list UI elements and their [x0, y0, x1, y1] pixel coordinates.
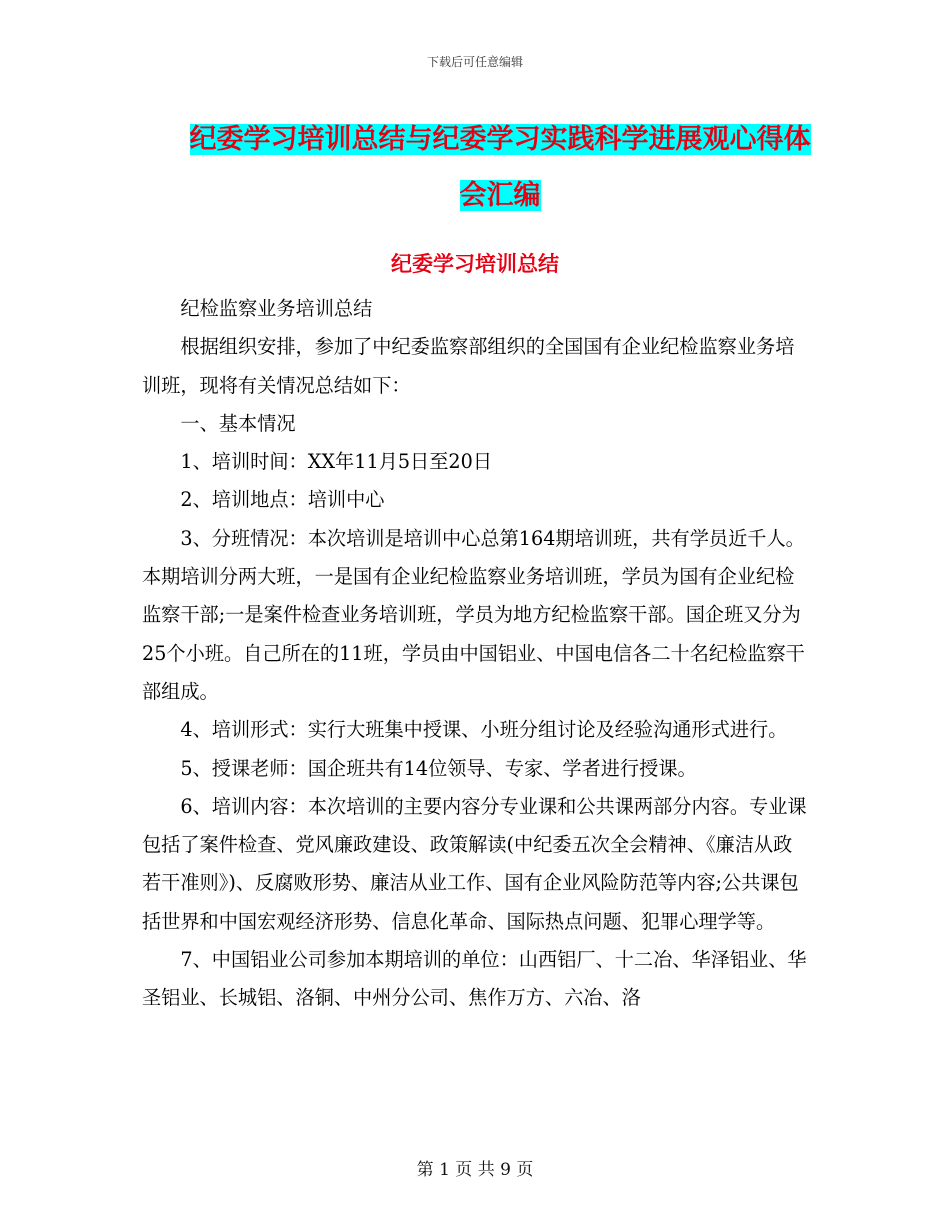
document-title — [150, 112, 850, 224]
paragraph: 6、培训内容：本次培训的主要内容分专业课和公共课两部分内容。专业课包括了案件检查、党风廉政建设、政策解读(中纪委五次全会精神、《廉洁从政若干准则》)、反腐败形势、廉洁从业工作、国有企业风险防范等内容;公共课包括世界和中国宏观经济形势、信息化革命、国际热点问题、犯罪心理学等。 — [142, 794, 807, 933]
paragraph: 3、分班情况：本次培训是培训中心总第164期培训班，共有学员近千人。本期培训分两大班，一是国有企业纪检监察业务培训班，学员为国有企业纪检监察干部;一是案件检查业务培训班，学员为地方纪检监察干部。国企班又分为25个小班。自己所在的11班，学员由中国铝业、中国电信各二十名纪检监察干部组成。 — [142, 526, 805, 703]
paragraph: 5、授课老师：国企班共有14位领导、专家、学者进行授课。 — [180, 756, 697, 780]
paragraph: 2、培训地点：培训中心 — [180, 488, 385, 512]
page-footer: 第 1 页 共 9 页 — [416, 1160, 534, 1180]
section-title: 纪委学习培训总结 — [391, 252, 559, 276]
paragraph: 4、培训形式：实行大班集中授课、小班分组讨论及经验沟通形式进行。 — [180, 718, 788, 742]
paragraph: 7、中国铝业公司参加本期培训的单位：山西铝厂、十二冶、华泽铝业、华圣铝业、长城铝、洛铜、中州分公司、焦作万方、六冶、洛 — [142, 948, 807, 1010]
paragraph: 纪检监察业务培训总结 — [180, 297, 373, 320]
body-text — [142, 290, 807, 1018]
title-line-1: 纪委学习培训总结与纪委学习实践科学进展观心得体 — [189, 124, 811, 155]
paragraph: 根据组织安排，参加了中纪委监察部组织的全国国有企业纪检监察业务培训班，现将有关情况总结如下： — [142, 335, 795, 397]
paragraph: 1、培训时间：XX年11月5日至20日 — [180, 450, 493, 474]
page-header: 下载后可任意编辑 — [426, 55, 523, 69]
title-line-2: 会汇编 — [459, 180, 541, 211]
paragraph: 一、基本情况 — [180, 411, 296, 435]
